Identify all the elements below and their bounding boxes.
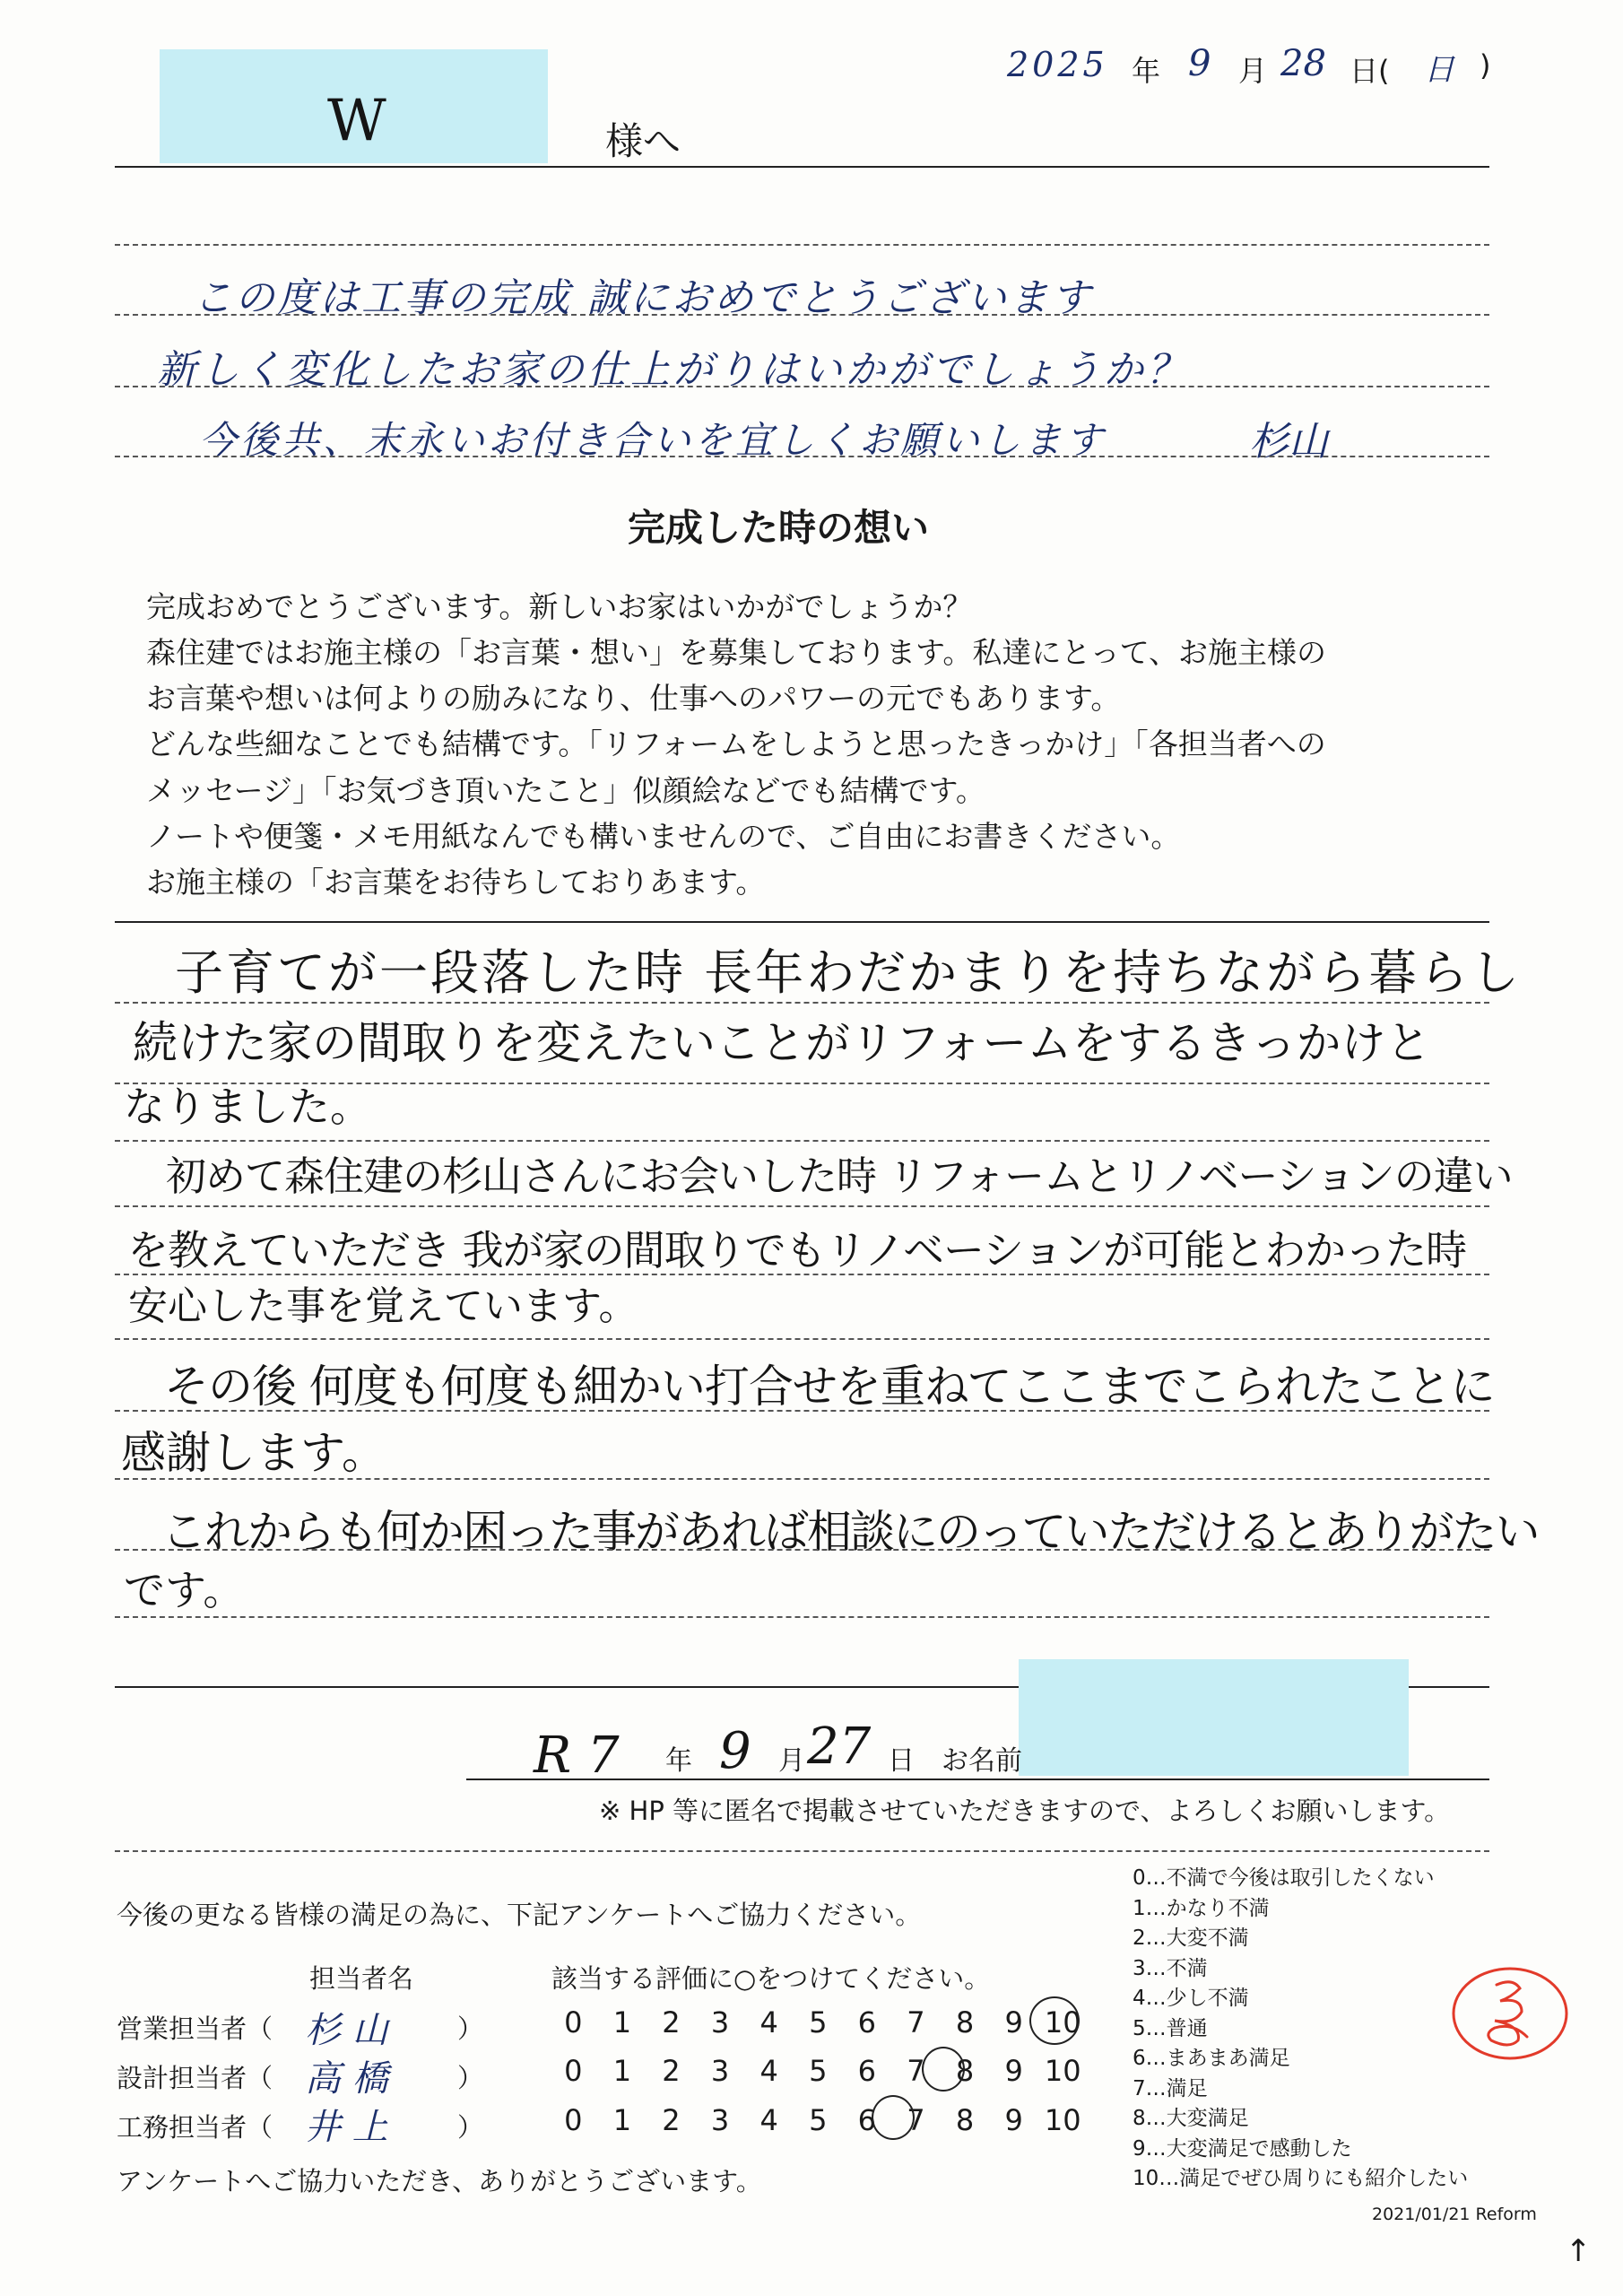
rating-option[interactable]: 5 xyxy=(809,2005,828,2039)
legend-item: 5…普通 xyxy=(1133,2016,1208,2040)
survey-role-sales: 営業担当者（ xyxy=(117,2013,273,2044)
rating-option[interactable]: 2 xyxy=(662,2103,681,2137)
signoff-year-unit: 年 xyxy=(665,1745,692,1777)
message-top-rule xyxy=(115,921,1489,923)
survey-close: ） xyxy=(457,2013,484,2044)
legend-item: 4…少し不満 xyxy=(1133,1987,1249,2010)
legend-item: 6…まあまあ満足 xyxy=(1133,2047,1290,2070)
legend-item: 8…大変満足 xyxy=(1133,2107,1249,2130)
rating-option[interactable]: 8 xyxy=(955,2005,975,2039)
signoff-month-unit: 月 xyxy=(778,1745,805,1777)
survey-staff-header: 担当者名 xyxy=(309,1963,414,1994)
rating-option[interactable]: 6 xyxy=(857,2005,877,2039)
ruled-line xyxy=(115,456,1489,457)
rating-option[interactable]: 7 xyxy=(907,2054,925,2088)
rating-scale-construction xyxy=(549,2103,1088,2137)
rating-option[interactable]: 4 xyxy=(759,2054,778,2088)
ruled-line xyxy=(115,314,1489,316)
corner-mark: ↑ xyxy=(1566,2233,1592,2269)
customer-message-line: 安心した事を覚えています。 xyxy=(128,1283,638,1329)
rating-option[interactable]: 1 xyxy=(612,2005,632,2039)
rating-option[interactable]: 9 xyxy=(1004,2005,1023,2039)
customer-message-line: これからも何か困った事があれば相談にのっていただけるとありがたい xyxy=(161,1506,1539,1558)
date-month: 9 xyxy=(1188,43,1211,84)
ruled-line xyxy=(115,1140,1489,1142)
staff-message-line: 新しく変化したお家の仕上がりはいかがでしょうか？ xyxy=(157,347,1190,393)
ruled-line xyxy=(115,1549,1489,1551)
rating-option[interactable]: 10 xyxy=(1044,2103,1081,2137)
ruled-line xyxy=(115,1616,1489,1618)
customer-message-line: 感謝します。 xyxy=(121,1427,386,1479)
survey-intro: 今後の更なる皆様の満足の為に、下記アンケートへご協力ください。 xyxy=(117,1900,922,1930)
legend-item: 9…大変満足で感動した xyxy=(1133,2136,1352,2161)
rating-option[interactable]: 7 xyxy=(907,2005,925,2039)
customer-message-line: その後 何度も何度も細かい打合せを重ねてここまでこられたことに xyxy=(164,1361,1495,1413)
rating-circle-design xyxy=(922,2047,965,2092)
rating-option[interactable]: 8 xyxy=(955,2054,975,2088)
intro-line: ノートや便箋・メモ用紙なんでも構いませんので、ご自由にお書きください。 xyxy=(146,819,1181,854)
rating-option[interactable]: 8 xyxy=(955,2103,975,2137)
rating-circle-construction xyxy=(872,2095,915,2140)
customer-message-line: 子育てが一段落した時 長年わだかまりを持ちながら暮らし xyxy=(175,944,1523,1001)
staff-message-line: この度は工事の完成 誠におめでとうございます xyxy=(193,275,1093,321)
rating-option[interactable]: 1 xyxy=(612,2103,632,2137)
rating-option[interactable]: 0 xyxy=(564,2054,583,2088)
signoff-name-label: お名前 xyxy=(942,1745,1022,1777)
signoff-month: 9 xyxy=(719,1722,751,1780)
rating-option[interactable]: 4 xyxy=(759,2005,778,2039)
rating-option[interactable]: 3 xyxy=(710,2005,730,2039)
survey-divider xyxy=(115,1850,1489,1852)
survey-staff-construction: 井 上 xyxy=(305,2107,388,2148)
rating-circle-sales xyxy=(1029,1996,1080,2045)
intro-line: メッセージ」「お気づき頂いたこと」似顔絵などでも結構です。 xyxy=(146,773,985,808)
rating-option[interactable]: 0 xyxy=(564,2103,583,2137)
customer-message-line: を教えていただき 我が家の間取りでもリノベーションが可能とわかった時 xyxy=(127,1226,1467,1274)
rating-option[interactable]: 5 xyxy=(809,2054,828,2088)
customer-message-line: なりました。 xyxy=(124,1083,371,1131)
survey-thanks: アンケートへご協力いただき、ありがとうございます。 xyxy=(117,2166,762,2196)
date-year-unit: 年 xyxy=(1132,54,1161,88)
rating-scale-design xyxy=(549,2054,1088,2088)
legend-item: 2…大変不満 xyxy=(1133,1926,1249,1950)
rating-option[interactable]: 10 xyxy=(1044,2054,1081,2088)
ruled-line xyxy=(115,1478,1489,1480)
date-weekday: 日 xyxy=(1424,52,1454,88)
rating-scale-sales xyxy=(549,2005,1088,2039)
ruled-line xyxy=(115,1338,1489,1340)
ruled-line xyxy=(115,386,1489,387)
customer-message-line: 続けた家の間取りを変えたいことがリフォームをするきっかけと xyxy=(133,1017,1431,1069)
survey-role-design: 設計担当者（ xyxy=(117,2063,273,2093)
signoff-notice: ※ HP 等に匿名で掲載させていただきますので、よろしくお願いします。 xyxy=(599,1796,1451,1826)
survey-close: ） xyxy=(457,2063,484,2093)
ruled-line xyxy=(115,1410,1489,1412)
customer-message-line: 初めて森住建の杉山さんにお会いした時 リフォームとリノベーションの違い xyxy=(166,1152,1513,1200)
legend-item: 10…満足でぜひ周りにも紹介したい xyxy=(1133,2167,1469,2190)
rating-option[interactable]: 1 xyxy=(612,2054,632,2088)
intro-line: どんな些細なことでも結構です。「リフォームをしようと思ったきっかけ」「各担当者への xyxy=(146,726,1326,761)
signoff-day: 27 xyxy=(807,1718,872,1776)
legend-item: 0…不満で今後は取引したくない xyxy=(1133,1866,1435,1890)
legend-item: 1…かなり不満 xyxy=(1133,1896,1270,1920)
signoff-era-year: R 7 xyxy=(534,1726,620,1785)
legend-item: 3…不満 xyxy=(1133,1956,1208,1980)
survey-rating-header: 該当する評価に○をつけてください。 xyxy=(551,1963,991,1994)
rating-option[interactable]: 6 xyxy=(857,2054,877,2088)
intro-line: お言葉や想いは何よりの励みになり、仕事へのパワーの元でもあります。 xyxy=(146,681,1121,716)
date-day: 28 xyxy=(1280,43,1326,84)
date-close: ) xyxy=(1480,48,1491,83)
survey-role-construction: 工務担当者（ xyxy=(117,2112,273,2143)
signoff-underline xyxy=(466,1779,1489,1780)
ruled-line xyxy=(115,1205,1489,1207)
survey-close: ） xyxy=(457,2112,484,2143)
rating-option[interactable]: 5 xyxy=(809,2103,828,2137)
rating-option[interactable]: 4 xyxy=(759,2103,778,2137)
rating-option[interactable]: 9 xyxy=(1004,2054,1023,2088)
recipient-suffix: 様へ xyxy=(605,119,681,163)
section-title: 完成した時の想い xyxy=(628,506,930,550)
name-redaction xyxy=(1019,1659,1409,1776)
rating-option[interactable]: 7 xyxy=(907,2103,925,2137)
date-day-unit: 日( xyxy=(1350,54,1390,88)
rating-option[interactable]: 9 xyxy=(1004,2103,1023,2137)
date-month-unit: 月 xyxy=(1238,54,1268,88)
form-version: 2021/01/21 Reform xyxy=(1372,2205,1537,2224)
signoff-day-unit: 日 xyxy=(888,1745,915,1777)
rating-option[interactable]: 10 xyxy=(1044,2005,1081,2039)
survey-staff-sales: 杉 山 xyxy=(305,2010,388,2051)
ruled-line xyxy=(115,1002,1489,1004)
rating-option[interactable]: 3 xyxy=(710,2054,730,2088)
date-year: 2025 xyxy=(1007,45,1108,84)
hanko-stamp-icon xyxy=(1447,1960,1573,2073)
rating-legend xyxy=(1133,1864,1468,2195)
staff-signature: 杉山 xyxy=(1249,419,1328,465)
intro-line: お施主様の「お言葉をお待ちしておりあます。 xyxy=(146,865,766,900)
recipient-name: W xyxy=(327,88,386,154)
intro-line: 森住建ではお施主様の「お言葉・想い」を募集しております。私達にとって、お施主様の xyxy=(146,635,1327,670)
rating-option[interactable]: 0 xyxy=(564,2005,583,2039)
legend-item: 7…満足 xyxy=(1133,2076,1208,2100)
rating-option[interactable]: 3 xyxy=(710,2103,730,2137)
staff-message-line: 今後共、末永いお付き合いを宜しくお願いします xyxy=(199,418,1107,462)
customer-message-line: です。 xyxy=(124,1566,245,1614)
rating-option[interactable]: 2 xyxy=(662,2005,681,2039)
survey-staff-design: 高 橋 xyxy=(305,2058,388,2100)
rating-option[interactable]: 6 xyxy=(857,2103,877,2137)
rating-option[interactable]: 2 xyxy=(662,2054,681,2088)
recipient-underline xyxy=(115,166,1489,168)
ruled-line xyxy=(115,244,1489,246)
intro-line: 完成おめでとうございます。新しいお家はいかがでしょうか？ xyxy=(146,589,973,624)
